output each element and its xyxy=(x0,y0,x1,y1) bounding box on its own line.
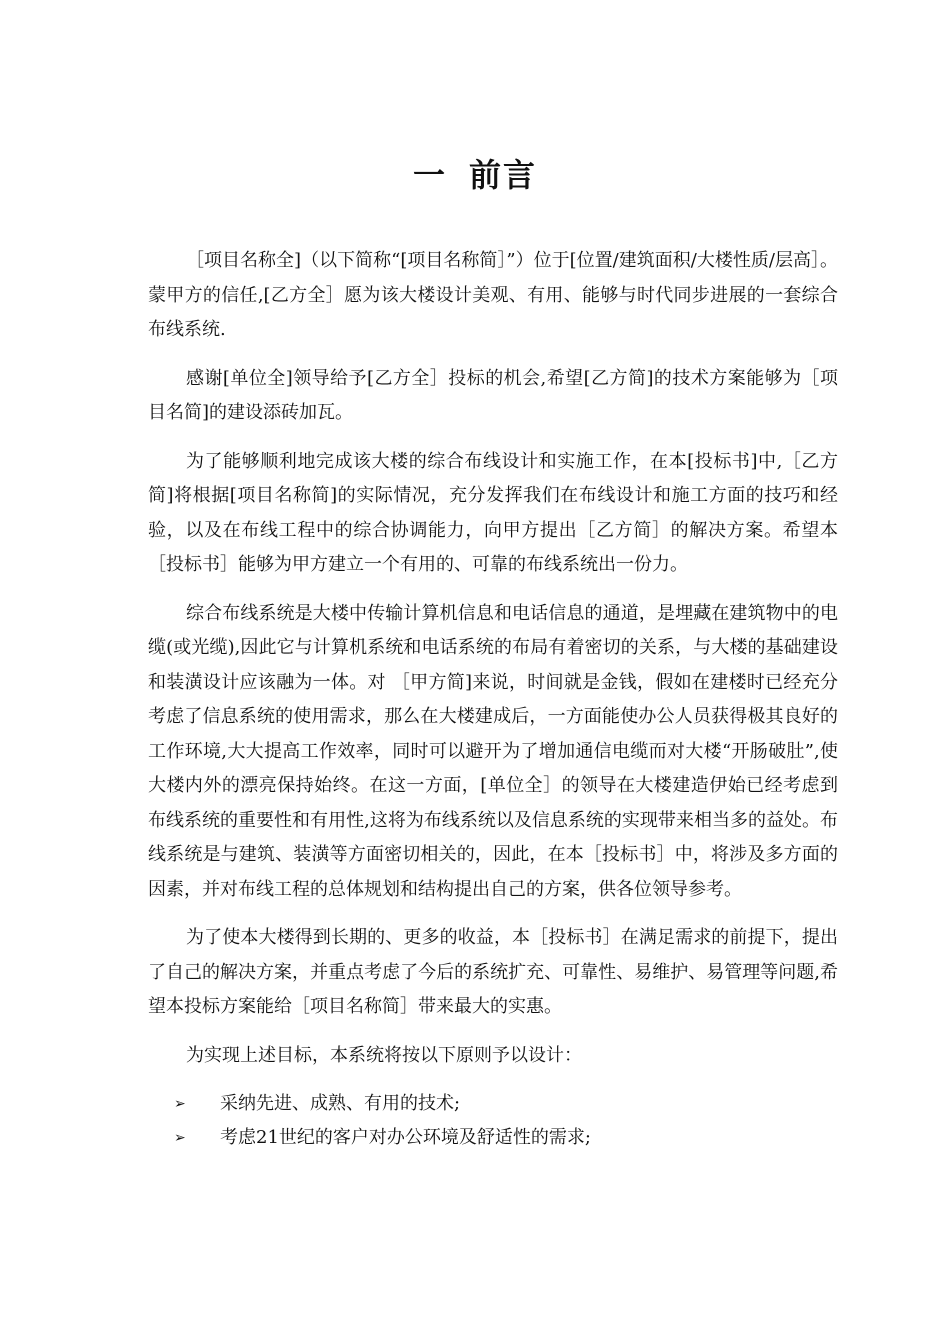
paragraph-principles-intro: 为实现上述目标，本系统将按以下原则予以设计： xyxy=(186,1044,582,1066)
principles-list xyxy=(148,1087,838,1155)
paragraph-cabling-overview: 综合布线系统是大楼中传输计算机信息和电话信息的通道，是埋藏在建筑物中的电缆(或光缆),因此它与计算机系统和电话系统的布局有着密切的关系，与大楼的基础建设和装潢设计应该融为一体。对 ［甲方简]来说，时间就是金钱，假如在建楼时已经充分考虑了信息系统的使用需求，那么在大楼建成后，一方面能使办公人员获得极其良好的工作环境,大大提高工作效率，同时可以避开为了增加通信电缆而对大楼“开肠破肚”,使大楼内外的漂亮保持始终。在这一方面，[单位全］的领导在大楼建造伊始已经考虑到布线系统的重要性和有用性,这将为布线系统以及信息系统的实现带来相当多的益处。布线系统是与建筑、装潢等方面密切相关的，因此，在本［投标书］中，将涉及多方面的因素，并对布线工程的总体规划和结构提出自己的方案，供各位领导参考。 xyxy=(148,602,838,900)
page-title xyxy=(0,150,950,196)
arrow-bullet-icon: ➢ xyxy=(174,1130,186,1146)
arrow-bullet-icon: ➢ xyxy=(174,1096,186,1112)
paragraph-thanks: 感谢[单位全]领导给予[乙方全］投标的机会,希望[乙方简]的技术方案能够为［项目名简]的建设添砖加瓦。 xyxy=(148,367,838,423)
paragraph-benefits: 为了使本大楼得到长期的、更多的收益，本［投标书］在满足需求的前提下，提出了自己的解决方案，并重点考虑了今后的系统扩充、可靠性、易维护、易管理等问题,希望本投标方案能给［项目名称简］带来最大的实惠。 xyxy=(148,927,838,1017)
chapter-number: 一 xyxy=(412,156,447,194)
list-item-text: 考虑21世纪的客户对办公环境及舒适性的需求; xyxy=(220,1127,591,1148)
document-body xyxy=(148,244,838,1155)
list-item-text: 采纳先进、成熟、有用的技术; xyxy=(220,1093,461,1114)
list-item xyxy=(148,1121,838,1155)
paragraph-intro: ［项目名称全]（以下简称“[项目名称简］”）位于[位置/建筑面积/大楼性质/层高］。蒙甲方的信任,[乙方全］愿为该大楼设计美观、有用、能够与时代同步进展的一套综合布线系统. xyxy=(148,250,838,340)
list-item xyxy=(148,1087,838,1121)
chapter-title: 前言 xyxy=(469,156,538,194)
paragraph-purpose: 为了能够顺利地完成该大楼的综合布线设计和实施工作，在本[投标书]中,［乙方简]将根据[项目名称简]的实际情况，充分发挥我们在布线设计和施工方面的技巧和经验，以及在布线工程中的综合协调能力，向甲方提出［乙方简］的解决方案。希望本［投标书］能够为甲方建立一个有用的、可靠的布线系统出一份力。 xyxy=(148,450,838,575)
